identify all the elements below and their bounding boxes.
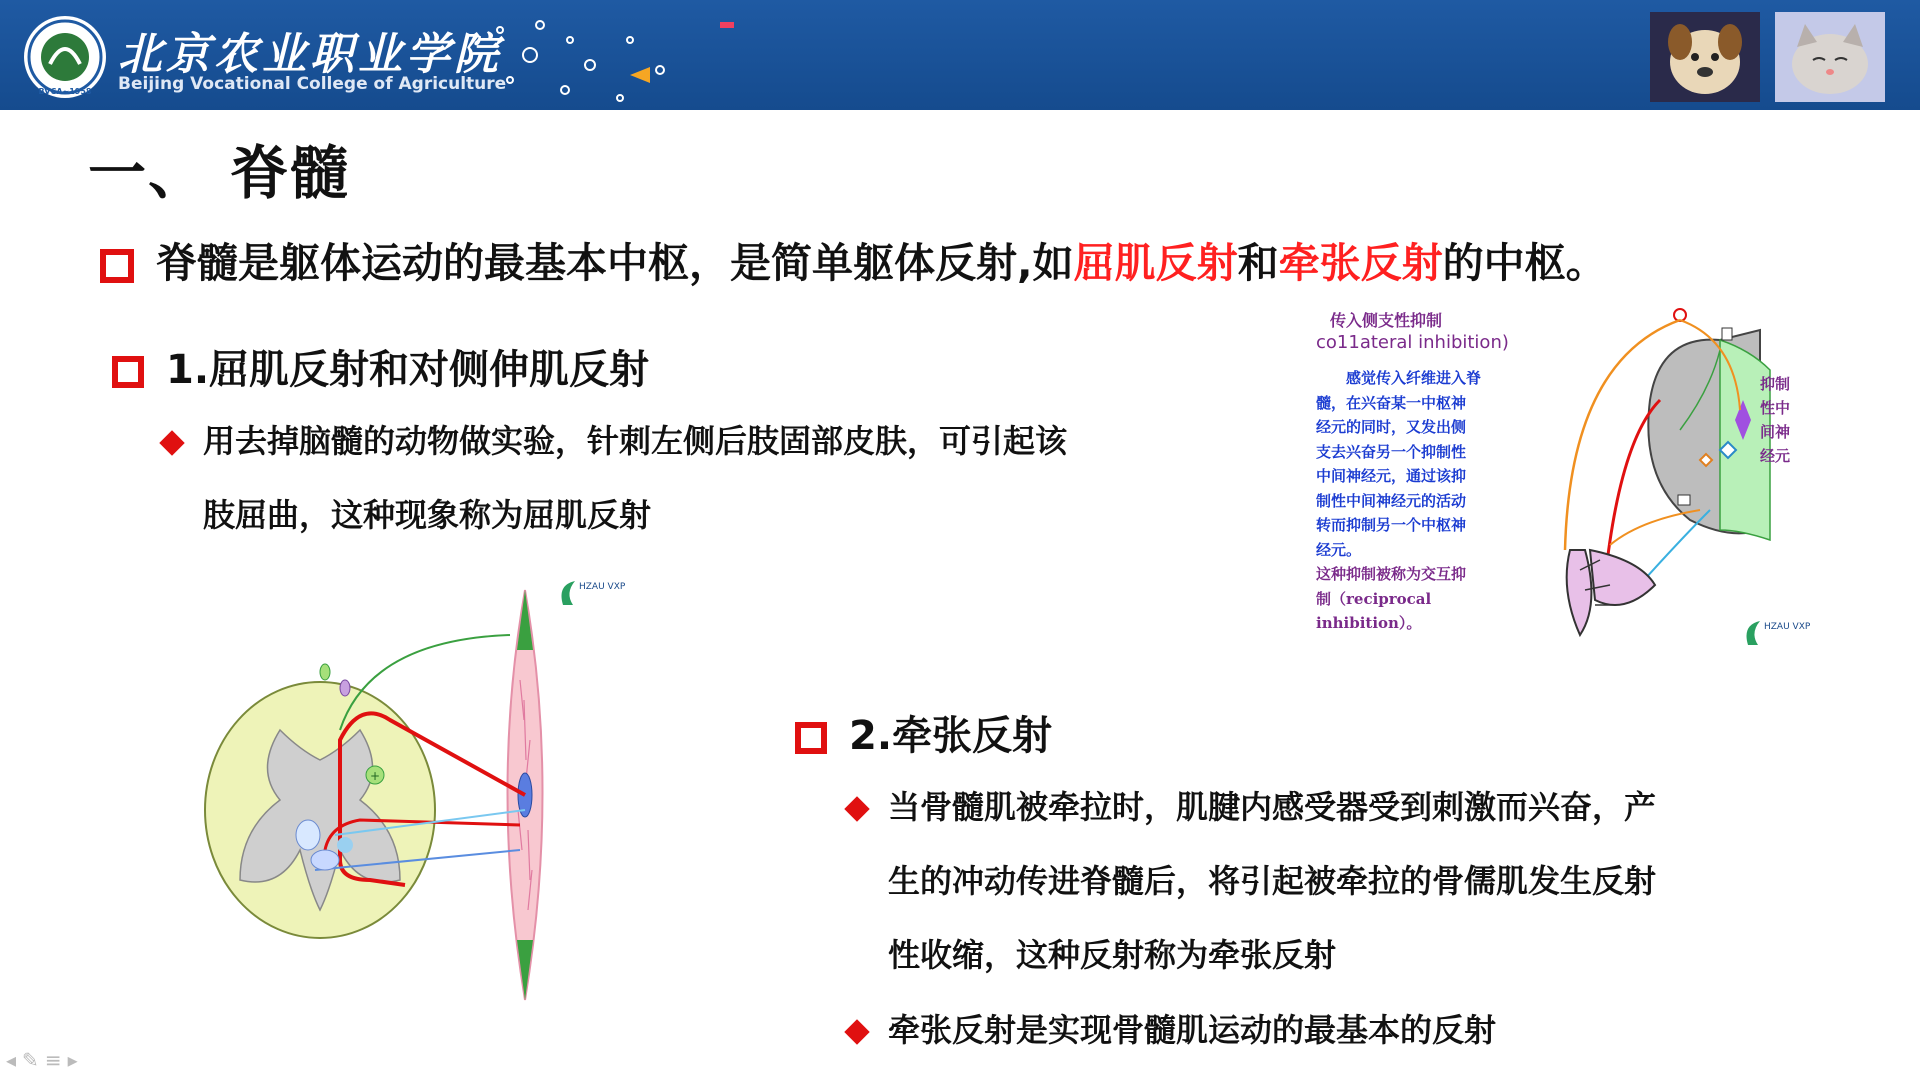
svg-text:BVCA~1958: BVCA~1958 — [38, 87, 92, 96]
intro-highlight-stretch: 牵张反射 — [1278, 239, 1443, 287]
caption-title-cn: 传入侧支性抑制 — [1330, 311, 1443, 330]
section1-heading: 1.屈肌反射和对侧伸肌反射 — [112, 338, 649, 395]
hzau-logo-icon — [1740, 615, 1811, 651]
college-name-cn: 北京农业职业学院 — [118, 29, 502, 80]
intro-text-2: 和 — [1237, 239, 1279, 287]
svg-text:HZAU VXP: HZAU VXP — [1764, 622, 1811, 632]
pen-icon[interactable]: ✎ — [22, 1048, 45, 1072]
intro-highlight-flexor: 屈肌反射 — [1073, 239, 1238, 287]
section1-text-line2: 肢屈曲，这种现象称为屈肌反射 — [203, 496, 652, 534]
section1-paragraph — [203, 404, 1263, 552]
slide-title: 一、 脊髓 — [88, 139, 351, 207]
section2-paragraph — [888, 770, 1898, 992]
hzau-logo-icon — [555, 575, 626, 611]
inhibitory-interneuron-label: 抑制 性中 间神 经元 — [1760, 375, 1791, 465]
section2-heading: 2.牵张反射 — [795, 704, 1052, 761]
menu-icon[interactable]: ≡ — [44, 1048, 68, 1072]
bubbles-decoration — [480, 10, 750, 110]
slideshow-nav[interactable] — [6, 1048, 84, 1072]
intro-text-1: 脊髓是躯体运动的最基本中枢，是简单躯体反射,如 — [156, 239, 1074, 287]
section1-text-line1: 用去掉脑髓的动物做实验，针刺左侧后肢固部皮肤，可引起该 — [203, 422, 1068, 460]
section2-text-line2: 生的冲动传进脊髓后，将引起被牵拉的骨儒肌发生反射 — [888, 862, 1657, 900]
diamond-bullet-icon — [844, 1019, 869, 1044]
section2-text-line4: 牵张反射是实现骨髓肌运动的最基本的反射 — [888, 1011, 1497, 1049]
section2-text-line1: 当骨髓肌被牵拉时，肌腱内感受器受到刺激而兴奋，产 — [888, 788, 1657, 826]
reciprocal-inhibition-diagram — [1550, 300, 1800, 640]
diamond-bullet-icon — [159, 430, 184, 455]
college-name-en: Beijing Vocational College of Agriculture — [118, 74, 507, 94]
caption-title-en: co11ateral inhibition) — [1316, 332, 1509, 353]
intro-text-3: 的中枢。 — [1442, 239, 1607, 287]
intro-line — [100, 230, 1607, 289]
section2-paragraph2 — [888, 993, 1898, 1067]
spinal-cord-reflex-diagram — [190, 580, 610, 1010]
header-banner — [0, 0, 1920, 110]
next-slide-icon[interactable]: ▸ — [67, 1048, 84, 1072]
caption-body: 感觉传入纤维进入脊 髓，在兴奋某一中枢神 经元的同时，又发出侧 支去兴奋另一个抑制性 中间神经元，通过该抑 制性中间神经元的活动 转而抑制另一个中枢神 经元。 这种抑制被称为交互抑 制（reciprocal inhibition）。 — [1316, 369, 1482, 632]
svg-text:HZAU VXP: HZAU VXP — [579, 582, 626, 592]
diamond-bullet-icon — [844, 796, 869, 821]
square-bullet-icon — [100, 249, 134, 283]
puppy-image — [1650, 12, 1760, 102]
svg-text:+: + — [369, 769, 381, 783]
section2-text-line3: 性收缩，这种反射称为牵张反射 — [888, 936, 1337, 974]
prev-slide-icon[interactable]: ◂ — [6, 1048, 23, 1072]
square-bullet-icon — [795, 722, 827, 754]
square-bullet-icon — [112, 356, 144, 388]
kitten-image — [1775, 12, 1885, 102]
college-logo — [22, 14, 108, 100]
